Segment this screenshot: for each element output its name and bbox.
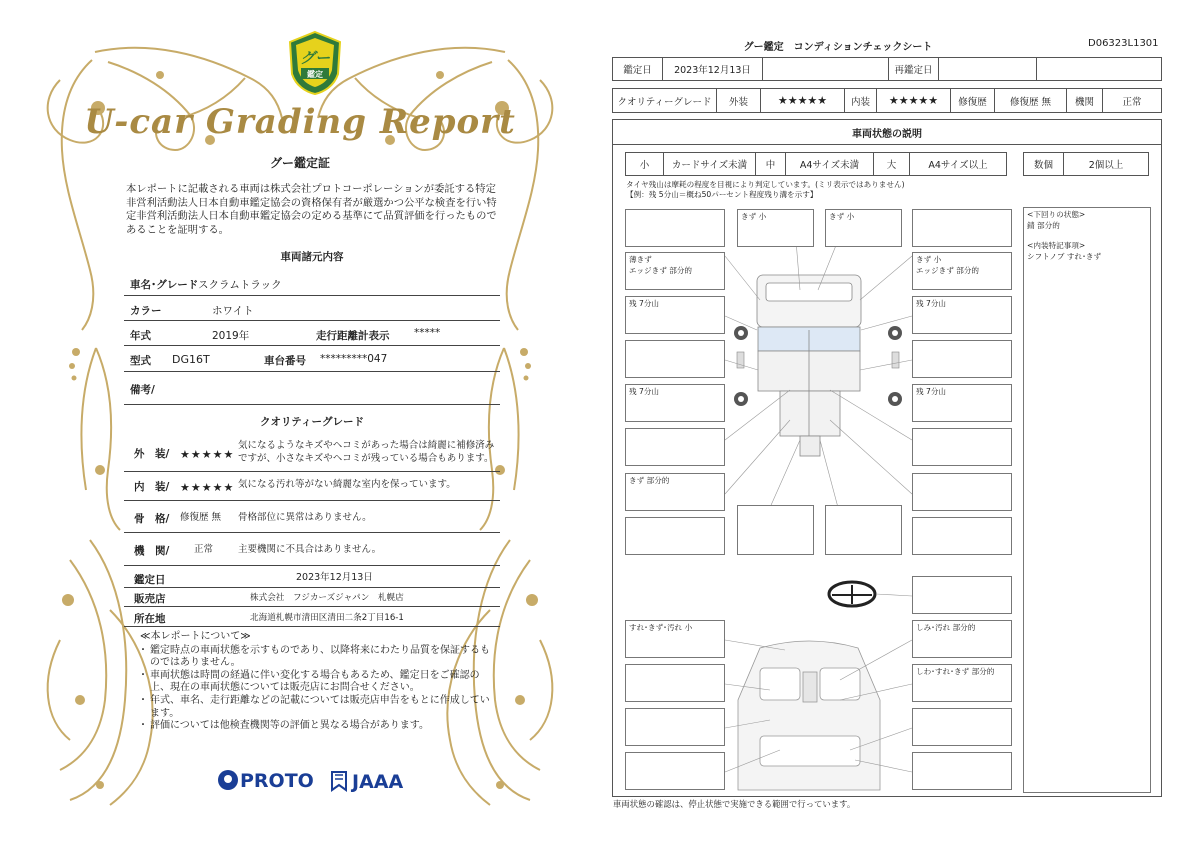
interior-box-left-4	[625, 752, 725, 790]
interior-label: 内 装/	[134, 481, 170, 493]
engine-desc: 主要機関に不具合はありません。	[238, 544, 382, 555]
interior-row	[124, 474, 500, 501]
chassis-label: 車台番号	[264, 355, 306, 367]
size-small-desc: カードサイズ未満	[664, 153, 756, 175]
remarks-row	[124, 374, 500, 405]
interior-stars: ★★★★★	[180, 481, 235, 494]
engine-value: 正常	[194, 544, 214, 555]
color-value: ホワイト	[212, 305, 254, 317]
damage-note: しわ･すれ･きず 部分的	[916, 667, 995, 676]
interior-heading: <内装特記事項>	[1027, 241, 1086, 250]
damage-box-right-6	[912, 428, 1012, 466]
interior-box-right-2	[912, 664, 1012, 702]
damage-note: エッジきず 部分的	[916, 265, 980, 275]
note-item: ・ 評価については他検査機関等の評価と異なる場合があります。	[138, 720, 498, 733]
exterior-label: 外装	[717, 89, 761, 112]
size-large-desc: A4サイズ以上	[928, 160, 988, 171]
date-value: 2023年12月13日	[296, 572, 373, 583]
color-label: カラー	[130, 305, 162, 317]
dealer-label: 販売店	[134, 593, 166, 605]
damage-box-left-6	[625, 428, 725, 466]
inspect-date-blank	[763, 58, 889, 80]
underbody-note: 錆 部分的	[1027, 220, 1060, 230]
frame-label: 骨 格/	[134, 513, 170, 525]
inspect-date-value: 2023年12月13日	[663, 58, 763, 80]
car-name-value: スクラムトラック	[198, 279, 282, 291]
address-label: 所在地	[134, 613, 166, 625]
reinspect-date-blank	[1037, 58, 1161, 80]
note-item: ・ 車両状態は時間の経過に伴い変化する場合もあるため、鑑定日をご確認の上、現在の車両状態については販売店にお問合せください。	[138, 670, 498, 695]
quality-section-title: クオリティーグレード	[260, 416, 364, 428]
quality-label: クオリティーグレード	[613, 89, 717, 112]
interior-stars: ★★★★★	[877, 89, 951, 112]
damage-note: きず 部分的	[629, 476, 670, 485]
jaaa-logo	[330, 770, 403, 793]
goo-appraisal-badge-icon	[286, 30, 344, 96]
damage-note: きず 小	[916, 255, 942, 264]
size-mid-desc: A4サイズ未満	[786, 153, 874, 175]
model-value: DG16T	[172, 353, 210, 366]
mileage-label: 走行距離計表示	[316, 330, 390, 342]
badge-sub-text: 鑑定	[307, 70, 323, 79]
jaaa-logo-text: JAAA	[352, 771, 404, 793]
repair-history-value: 修復歴 無	[995, 89, 1067, 112]
damage-box-top-left	[737, 209, 814, 247]
proto-logo	[218, 770, 314, 792]
damage-box-right-8	[912, 517, 1012, 555]
tyre-note-line-1: タイヤ残山は摩耗の程度を目視により判定しています。(ミリ表示ではありません)	[626, 180, 905, 189]
notes-heading: ≪本レポートについて≫	[140, 631, 251, 642]
engine-label: 機関	[1067, 89, 1103, 112]
damage-box-right-4	[912, 340, 1012, 378]
interior-box-right-1	[912, 620, 1012, 658]
underbody-heading: <下回りの状態>	[1027, 210, 1086, 219]
tyre-box-front-right	[912, 296, 1012, 334]
damage-note: 残 7分山	[629, 387, 660, 396]
dealer-row	[124, 589, 500, 607]
size-legend	[625, 152, 1007, 176]
damage-note: エッジきず 部分的	[629, 265, 693, 275]
model-row	[124, 348, 500, 372]
quality-grade-bar	[612, 88, 1162, 113]
chassis-value: *********047	[320, 353, 388, 365]
footer-note: 車両状態の確認は、停止状態で実施できる範囲で行っています。	[613, 799, 856, 809]
exterior-stars: ★★★★★	[761, 89, 845, 112]
car-name-row	[124, 273, 500, 296]
exterior-stars: ★★★★★	[180, 448, 235, 461]
damage-box-left-4	[625, 340, 725, 378]
tyre-note	[626, 180, 905, 200]
engine-row	[124, 535, 500, 566]
address-row	[124, 608, 500, 627]
interior-box-left-3	[625, 708, 725, 746]
interior-note: シフトノブ すれ･きず	[1027, 251, 1102, 261]
dealer-value: 株式会社 フジカーズジャパン 札幌店	[250, 593, 404, 603]
report-notes	[138, 631, 498, 733]
date-label: 鑑定日	[134, 574, 166, 586]
exterior-label: 外 装/	[134, 448, 170, 460]
damage-box-left-1	[625, 209, 725, 247]
damage-box-left-2	[625, 252, 725, 290]
count-desc: 2個以上	[1088, 160, 1124, 171]
size-large-label: 大	[874, 153, 910, 175]
damage-note: 薄きず	[629, 255, 652, 264]
engine-value: 正常	[1122, 96, 1142, 108]
spec-section-title: 車両諸元内容	[280, 251, 344, 263]
mileage-value: *****	[414, 327, 441, 339]
year-value: 2019年	[212, 330, 250, 342]
damage-note: しみ･汚れ 部分的	[916, 623, 976, 632]
sheet-code: D06323L1301	[1088, 38, 1159, 49]
damage-box-left-8	[625, 517, 725, 555]
interior-box-left-1	[625, 620, 725, 658]
damage-note: 残 7分山	[916, 387, 947, 396]
proto-mark-icon	[218, 770, 238, 790]
count-legend	[1023, 152, 1149, 176]
interior-box-right-4	[912, 752, 1012, 790]
damage-box-left-7	[625, 473, 725, 511]
damage-note: 残 7分山	[629, 299, 660, 308]
model-label: 型式	[130, 355, 151, 367]
size-small-label: 小	[626, 153, 664, 175]
jaaa-mark-icon	[330, 770, 348, 792]
color-row	[124, 298, 500, 321]
date-row	[124, 568, 500, 588]
damage-note: 残 7分山	[916, 299, 947, 308]
exterior-desc-2: ですが、小さなキズやヘコミが残っている場合もあります。	[238, 453, 494, 464]
damage-box-right-1	[912, 209, 1012, 247]
condition-section-title: 車両状態の説明	[612, 119, 1162, 145]
proto-logo-text: PROTO	[240, 770, 314, 792]
report-title: U-car Grading Report	[84, 102, 516, 142]
year-label: 年式	[130, 330, 151, 342]
engine-label: 機 関/	[134, 545, 170, 557]
tyre-box-rear-left	[625, 384, 725, 422]
sheet-title: グー鑑定 コンディションチェックシート	[743, 42, 933, 53]
frame-row	[124, 503, 500, 533]
size-mid-label: 中	[756, 153, 786, 175]
repair-history-label: 修復歴	[951, 89, 995, 112]
tyre-box-rear-right	[912, 384, 1012, 422]
address-value: 北海道札幌市清田区清田二条2丁目16-1	[250, 613, 404, 623]
car-name-label: 車名･グレード	[130, 279, 199, 291]
note-item: ・ 年式、車名、走行距離などの記載については販売店申告をもとに作成しています。	[138, 695, 498, 720]
damage-box-bottom-right	[825, 505, 902, 555]
damage-box-right-7	[912, 473, 1012, 511]
condition-check-sheet	[600, 0, 1200, 848]
interior-desc: 気になる汚れ等がない綺麗な室内を保っています。	[238, 479, 456, 490]
exterior-row	[124, 434, 500, 472]
frame-value: 修復歴 無	[180, 512, 222, 523]
interior-box-left-2	[625, 664, 725, 702]
count-label: 数個	[1024, 153, 1064, 175]
remarks-panel	[1023, 207, 1151, 793]
inspection-date-bar	[612, 57, 1162, 81]
damage-box-bottom-left	[737, 505, 814, 555]
badge-main-text: グー	[299, 49, 331, 67]
inspect-date-label: 鑑定日	[613, 58, 663, 80]
year-row	[124, 323, 500, 346]
note-item: ・ 鑑定時点の車両状態を示すものであり、以降将来にわたり品質を保証するものではありません。	[138, 645, 498, 670]
steering-box	[912, 576, 1012, 614]
damage-note: きず 小	[829, 212, 855, 221]
reinspect-date-label: 再鑑定日	[889, 58, 939, 80]
interior-box-right-3	[912, 708, 1012, 746]
reinspect-date-value	[939, 58, 1037, 80]
certificate-title: グー鑑定証	[269, 156, 330, 170]
damage-box-top-right	[825, 209, 902, 247]
remarks-label: 備考/	[130, 384, 155, 396]
tyre-note-line-2: 【例：残 5分山＝概ね50パーセント程度残り溝を示す】	[626, 190, 818, 199]
damage-note: きず 小	[741, 212, 767, 221]
damage-box-right-2	[912, 252, 1012, 290]
interior-label: 内装	[845, 89, 877, 112]
frame-desc: 骨格部位に異常はありません。	[238, 512, 372, 523]
tyre-box-front-left	[625, 296, 725, 334]
exterior-desc-1: 気になるようなキズやヘコミがあった場合は綺麗に補修済み	[238, 440, 495, 451]
damage-note: すれ･きず･汚れ 小	[629, 623, 693, 632]
certificate-body: 本レポートに記載される車両は株式会社プロトコーポレーションが委託する特定非営利活動法人日本自動車鑑定協会の資格保有者が厳選かつ公平な検査を行い特定非営利活動法人日本自動車鑑定協会の定める基準にて品質評価を行ったものであることを証明する。	[126, 183, 497, 236]
